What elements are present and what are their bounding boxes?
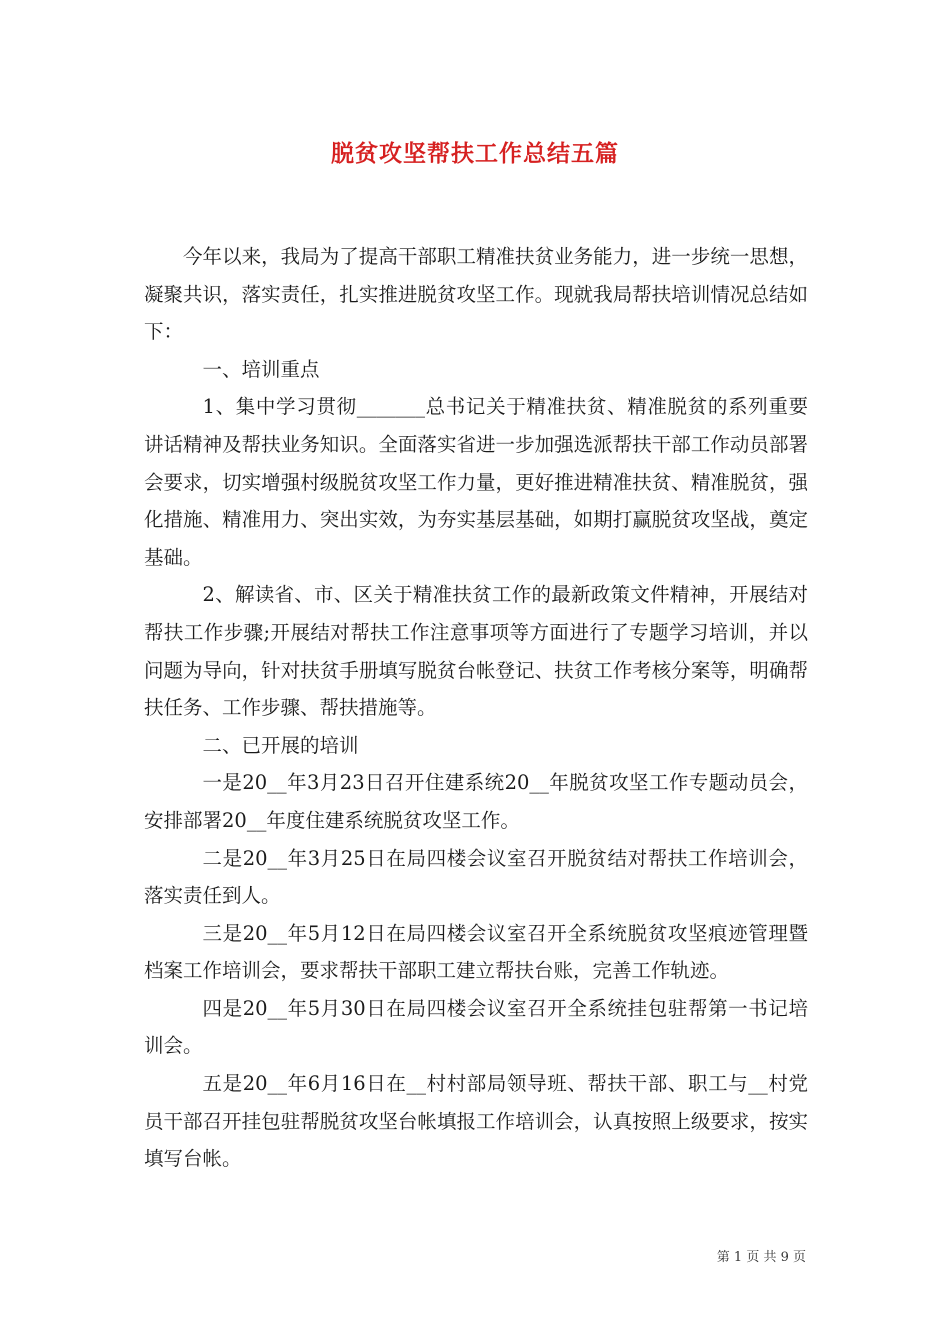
- section-heading-1: 一、培训重点: [202, 357, 320, 381]
- document-body: [144, 238, 808, 1178]
- paragraph-training-3: 三是20__年5月12日在局四楼会议室召开全系统脱贫攻坚痕迹管理暨档案工作培训会，要求帮扶干部职工建立帮扶台账，完善工作轨迹。: [144, 921, 808, 983]
- paragraph-training-4: 四是20__年5月30日在局四楼会议室召开全系统挂包驻帮第一书记培训会。: [144, 996, 808, 1058]
- paragraph-training-2: 二是20__年3月25日在局四楼会议室召开脱贫结对帮扶工作培训会，落实责任到人。: [144, 846, 808, 908]
- paragraph-item-1: 1、集中学习贯彻_______总书记关于精准扶贫、精准脱贫的系列重要讲话精神及帮扶业务知识。全面落实省进一步加强选派帮扶干部工作动员部署会要求，切实增强村级脱贫攻坚工作力量，更好推进精准扶贫、精准脱贫，强化措施、精准用力、突出实效，为夯实基层基础，如期打赢脱贫攻坚战，奠定基础。: [144, 395, 808, 569]
- document-title: 脱贫攻坚帮扶工作总结五篇: [331, 141, 619, 167]
- paragraph-training-1: 一是20__年3月23日召开住建系统20__年脱贫攻坚工作专题动员会，安排部署20__年度住建系统脱贫攻坚工作。: [144, 771, 808, 832]
- paragraph-intro: 今年以来，我局为了提高干部职工精准扶贫业务能力，进一步统一思想，凝聚共识，落实责任，扎实推进脱贫攻坚工作。现就我局帮扶培训情况总结如下：: [144, 245, 808, 344]
- paragraph-item-2: 2、解读省、市、区关于精准扶贫工作的最新政策文件精神，开展结对帮扶工作步骤;开展结对帮扶工作注意事项等方面进行了专题学习培训，并以问题为导向，针对扶贫手册填写脱贫台帐登记、扶贫工作考核分案等，明确帮扶任务、工作步骤、帮扶措施等。: [144, 583, 808, 720]
- section-heading-2: 二、已开展的培训: [202, 733, 359, 757]
- paragraph-training-5: 五是20__年6月16日在__村村部局领导班、帮扶干部、职工与__村党员干部召开挂包驻帮脱贫攻坚台帐填报工作培训会，认真按照上级要求，按实填写台帐。: [144, 1072, 808, 1171]
- page-number: 第 1 页 共 9 页: [716, 1250, 806, 1265]
